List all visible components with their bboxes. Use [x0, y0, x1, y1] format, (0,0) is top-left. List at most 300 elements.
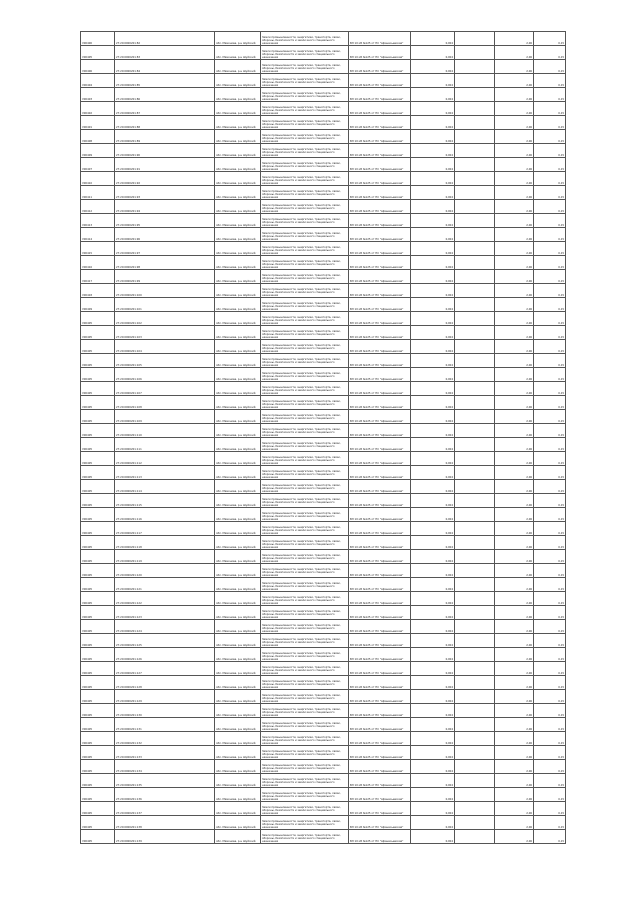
location: обл. Мамонова, р-н Шуйский: [215, 326, 261, 340]
area-value: 0,004: [411, 102, 455, 116]
rate-value: 2,06: [495, 620, 534, 634]
location: обл. Мамонова, р-н Шуйский: [215, 564, 261, 578]
sum-value: 0,15: [534, 438, 566, 452]
sum-value: 0,15: [534, 830, 566, 844]
empty-cell: [455, 690, 495, 704]
empty-cell: [455, 186, 495, 200]
area-value: 0,004: [411, 424, 455, 438]
empty-cell: [455, 550, 495, 564]
location: обл. Мамонова, р-н Шуйский: [215, 648, 261, 662]
rate-value: 2,06: [495, 508, 534, 522]
land-category: Земли промышленности, энергетики, транспорта, связи, обороны, безопасности и земли иного специального назначения: [261, 704, 349, 718]
area-value: 0,004: [411, 298, 455, 312]
permitted-use: ВЛ 10 кВ №125 от ПС "Афанасьевская": [349, 648, 411, 662]
permitted-use: ВЛ 10 кВ №125 от ПС "Афанасьевская": [349, 130, 411, 144]
permitted-use: ВЛ 10 кВ №125 от ПС "Афанасьевская": [349, 662, 411, 676]
area-value: 0,004: [411, 130, 455, 144]
cadastral-number: 27:20:0000201:89: [115, 130, 215, 144]
table-row: [81, 718, 566, 732]
record-number: V00405: [81, 704, 115, 718]
empty-cell: [455, 116, 495, 130]
rate-value: 2,06: [495, 662, 534, 676]
record-number: V00411: [81, 186, 115, 200]
register-sheet: [80, 31, 565, 844]
permitted-use: ВЛ 10 кВ №125 от ПС "Афанасьевская": [349, 746, 411, 760]
land-category: Земли промышленности, энергетики, транспорта, связи, обороны, безопасности и земли иного специального назначения: [261, 494, 349, 508]
location: обл. Мамонова, р-н Шуйский: [215, 214, 261, 228]
land-category: Земли промышленности, энергетики, транспорта, связи, обороны, безопасности и земли иного специального назначения: [261, 60, 349, 74]
permitted-use: ВЛ 10 кВ №125 от ПС "Афанасьевская": [349, 32, 411, 46]
record-number: V00405: [81, 816, 115, 830]
table-row: [81, 382, 566, 396]
cadastral-number: 27:20:0000201:131: [115, 718, 215, 732]
empty-cell: [455, 760, 495, 774]
location: обл. Мамонова, р-н Шуйский: [215, 382, 261, 396]
permitted-use: ВЛ 10 кВ №125 от ПС "Афанасьевская": [349, 60, 411, 74]
cadastral-number: 27:20:0000201:112: [115, 452, 215, 466]
land-category: Земли промышленности, энергетики, транспорта, связи, обороны, безопасности и земли иного специального назначения: [261, 102, 349, 116]
record-number: V00405: [81, 508, 115, 522]
rate-value: 2,06: [495, 32, 534, 46]
area-value: 0,004: [411, 494, 455, 508]
record-number: V00416: [81, 256, 115, 270]
land-category: Земли промышленности, энергетики, транспорта, связи, обороны, безопасности и земли иного специального назначения: [261, 46, 349, 60]
permitted-use: ВЛ 10 кВ №125 от ПС "Афанасьевская": [349, 718, 411, 732]
sum-value: 0,15: [534, 242, 566, 256]
permitted-use: ВЛ 10 кВ №125 от ПС "Афанасьевская": [349, 382, 411, 396]
sum-value: 0,15: [534, 186, 566, 200]
cadastral-number: 27:20:0000201:104: [115, 340, 215, 354]
rate-value: 2,06: [495, 760, 534, 774]
land-category: Земли промышленности, энергетики, транспорта, связи, обороны, безопасности и земли иного специального назначения: [261, 144, 349, 158]
land-category: Земли промышленности, энергетики, транспорта, связи, обороны, безопасности и земли иного специального назначения: [261, 718, 349, 732]
table-row: [81, 676, 566, 690]
land-category: Земли промышленности, энергетики, транспорта, связи, обороны, безопасности и земли иного специального назначения: [261, 606, 349, 620]
cadastral-number: 27:20:0000201:85: [115, 74, 215, 88]
location: обл. Мамонова, р-н Шуйский: [215, 536, 261, 550]
rate-value: 2,06: [495, 172, 534, 186]
table-row: [81, 830, 566, 844]
permitted-use: ВЛ 10 кВ №125 от ПС "Афанасьевская": [349, 256, 411, 270]
area-value: 0,004: [411, 578, 455, 592]
record-number: V00405: [81, 620, 115, 634]
cadastral-number: 27:20:0000201:137: [115, 802, 215, 816]
record-number: V00405: [81, 494, 115, 508]
location: обл. Мамонова, р-н Шуйский: [215, 676, 261, 690]
record-number: V00405: [81, 578, 115, 592]
table-row: [81, 690, 566, 704]
land-category: Земли промышленности, энергетики, транспорта, связи, обороны, безопасности и земли иного специального назначения: [261, 396, 349, 410]
cadastral-number: 27:20:0000201:117: [115, 522, 215, 536]
land-category: Земли промышленности, энергетики, транспорта, связи, обороны, безопасности и земли иного специального назначения: [261, 746, 349, 760]
table-row: [81, 732, 566, 746]
permitted-use: ВЛ 10 кВ №125 от ПС "Афанасьевская": [349, 788, 411, 802]
area-value: 0,004: [411, 620, 455, 634]
cadastral-number: 27:20:0000201:130: [115, 704, 215, 718]
area-value: 0,004: [411, 200, 455, 214]
sum-value: 0,15: [534, 424, 566, 438]
location: обл. Мамонова, р-н Шуйский: [215, 172, 261, 186]
cadastral-number: 27:20:0000201:138: [115, 816, 215, 830]
table-row: [81, 704, 566, 718]
table-row: [81, 340, 566, 354]
table-row: [81, 662, 566, 676]
sum-value: 0,15: [534, 116, 566, 130]
permitted-use: ВЛ 10 кВ №125 от ПС "Афанасьевская": [349, 368, 411, 382]
land-category: Земли промышленности, энергетики, транспорта, связи, обороны, безопасности и земли иного специального назначения: [261, 466, 349, 480]
permitted-use: ВЛ 10 кВ №125 от ПС "Афанасьевская": [349, 158, 411, 172]
permitted-use: ВЛ 10 кВ №125 от ПС "Афанасьевская": [349, 284, 411, 298]
location: обл. Мамонова, р-н Шуйский: [215, 130, 261, 144]
land-category: Земли промышленности, энергетики, транспорта, связи, обороны, безопасности и земли иного специального назначения: [261, 298, 349, 312]
permitted-use: ВЛ 10 кВ №125 от ПС "Афанасьевская": [349, 298, 411, 312]
location: обл. Мамонова, р-н Шуйский: [215, 144, 261, 158]
location: обл. Мамонова, р-н Шуйский: [215, 466, 261, 480]
sum-value: 0,15: [534, 74, 566, 88]
record-number: V00405: [81, 606, 115, 620]
location: обл. Мамонова, р-н Шуйский: [215, 508, 261, 522]
table-row: [81, 494, 566, 508]
location: обл. Мамонова, р-н Шуйский: [215, 830, 261, 844]
land-category: Земли промышленности, энергетики, транспорта, связи, обороны, безопасности и земли иного специального назначения: [261, 760, 349, 774]
area-value: 0,004: [411, 88, 455, 102]
rate-value: 2,06: [495, 396, 534, 410]
location: обл. Мамонова, р-н Шуйский: [215, 620, 261, 634]
sum-value: 0,15: [534, 452, 566, 466]
permitted-use: ВЛ 10 кВ №125 от ПС "Афанасьевская": [349, 214, 411, 228]
location: обл. Мамонова, р-н Шуйский: [215, 284, 261, 298]
land-category: Земли промышленности, энергетики, транспорта, связи, обороны, безопасности и земли иного специального назначения: [261, 368, 349, 382]
rate-value: 2,06: [495, 830, 534, 844]
cadastral-number: 27:20:0000201:88: [115, 116, 215, 130]
record-number: V00409: [81, 298, 115, 312]
land-category: Земли промышленности, энергетики, транспорта, связи, обороны, безопасности и земли иного специального назначения: [261, 284, 349, 298]
table-row: [81, 606, 566, 620]
rate-value: 2,06: [495, 648, 534, 662]
sum-value: 0,15: [534, 102, 566, 116]
table-row: [81, 298, 566, 312]
location: обл. Мамонова, р-н Шуйский: [215, 424, 261, 438]
rate-value: 2,06: [495, 732, 534, 746]
rate-value: 2,06: [495, 522, 534, 536]
table-row: [81, 536, 566, 550]
permitted-use: ВЛ 10 кВ №125 от ПС "Афанасьевская": [349, 116, 411, 130]
cadastral-number: 27:20:0000201:139: [115, 830, 215, 844]
location: обл. Мамонова, р-н Шуйский: [215, 438, 261, 452]
record-number: V00407: [81, 158, 115, 172]
sum-value: 0,15: [534, 564, 566, 578]
cadastral-number: 27:20:0000201:121: [115, 578, 215, 592]
sum-value: 0,15: [534, 46, 566, 60]
permitted-use: ВЛ 10 кВ №125 от ПС "Афанасьевская": [349, 200, 411, 214]
sum-value: 0,15: [534, 508, 566, 522]
rate-value: 2,06: [495, 298, 534, 312]
empty-cell: [455, 648, 495, 662]
land-category: Земли промышленности, энергетики, транспорта, связи, обороны, безопасности и земли иного специального назначения: [261, 158, 349, 172]
permitted-use: ВЛ 10 кВ №125 от ПС "Афанасьевская": [349, 270, 411, 284]
rate-value: 2,06: [495, 228, 534, 242]
empty-cell: [455, 270, 495, 284]
area-value: 0,004: [411, 760, 455, 774]
empty-cell: [455, 144, 495, 158]
table-row: [81, 746, 566, 760]
area-value: 0,004: [411, 718, 455, 732]
empty-cell: [455, 634, 495, 648]
sum-value: 0,15: [534, 802, 566, 816]
location: обл. Мамонова, р-н Шуйский: [215, 354, 261, 368]
table-row: [81, 578, 566, 592]
location: обл. Мамонова, р-н Шуйский: [215, 704, 261, 718]
area-value: 0,004: [411, 228, 455, 242]
sum-value: 0,15: [534, 130, 566, 144]
area-value: 0,004: [411, 606, 455, 620]
empty-cell: [455, 228, 495, 242]
location: обл. Мамонова, р-н Шуйский: [215, 200, 261, 214]
record-number: V00405: [81, 368, 115, 382]
area-value: 0,004: [411, 256, 455, 270]
permitted-use: ВЛ 10 кВ №125 от ПС "Афанасьевская": [349, 536, 411, 550]
location: обл. Мамонова, р-н Шуйский: [215, 410, 261, 424]
record-number: V00405: [81, 466, 115, 480]
cadastral-number: 27:20:0000201:129: [115, 690, 215, 704]
table-row: [81, 620, 566, 634]
empty-cell: [455, 74, 495, 88]
sum-value: 0,15: [534, 312, 566, 326]
empty-cell: [455, 410, 495, 424]
land-category: Земли промышленности, энергетики, транспорта, связи, обороны, безопасности и земли иного специального назначения: [261, 564, 349, 578]
permitted-use: ВЛ 10 кВ №125 от ПС "Афанасьевская": [349, 774, 411, 788]
land-category: Земли промышленности, энергетики, транспорта, связи, обороны, безопасности и земли иного специального назначения: [261, 214, 349, 228]
location: обл. Мамонова, р-н Шуйский: [215, 634, 261, 648]
land-category: Земли промышленности, энергетики, транспорта, связи, обороны, безопасности и земли иного специального назначения: [261, 816, 349, 830]
record-number: V00405: [81, 410, 115, 424]
rate-value: 2,06: [495, 704, 534, 718]
cadastral-number: 27:20:0000201:100: [115, 284, 215, 298]
record-number: V00405: [81, 662, 115, 676]
record-number: V00401: [81, 116, 115, 130]
permitted-use: ВЛ 10 кВ №125 от ПС "Афанасьевская": [349, 74, 411, 88]
cadastral-number: 27:20:0000201:135: [115, 774, 215, 788]
cadastral-number: 27:20:0000201:99: [115, 270, 215, 284]
cadastral-number: 27:20:0000201:108: [115, 396, 215, 410]
land-category: Земли промышленности, энергетики, транспорта, связи, обороны, безопасности и земли иного специального назначения: [261, 88, 349, 102]
land-category: Земли промышленности, энергетики, транспорта, связи, обороны, безопасности и земли иного специального назначения: [261, 242, 349, 256]
record-number: V00405: [81, 718, 115, 732]
rate-value: 2,06: [495, 536, 534, 550]
record-number: V00417: [81, 270, 115, 284]
land-category: Земли промышленности, энергетики, транспорта, связи, обороны, безопасности и земли иного специального назначения: [261, 676, 349, 690]
empty-cell: [455, 494, 495, 508]
area-value: 0,004: [411, 410, 455, 424]
location: обл. Мамонова, р-н Шуйский: [215, 242, 261, 256]
table-row: [81, 46, 566, 60]
rate-value: 2,06: [495, 242, 534, 256]
table-row: [81, 438, 566, 452]
record-number: V00405: [81, 746, 115, 760]
cadastral-number: 27:20:0000201:114: [115, 480, 215, 494]
location: обл. Мамонова, р-н Шуйский: [215, 606, 261, 620]
location: обл. Мамонова, р-н Шуйский: [215, 32, 261, 46]
area-value: 0,004: [411, 74, 455, 88]
record-number: V00412: [81, 200, 115, 214]
empty-cell: [455, 32, 495, 46]
rate-value: 2,06: [495, 788, 534, 802]
permitted-use: ВЛ 10 кВ №125 от ПС "Афанасьевская": [349, 620, 411, 634]
area-value: 0,004: [411, 242, 455, 256]
cadastral-number: 27:20:0000201:94: [115, 200, 215, 214]
sum-value: 0,15: [534, 354, 566, 368]
area-value: 0,004: [411, 480, 455, 494]
cadastral-number: 27:20:0000201:133: [115, 746, 215, 760]
rate-value: 2,06: [495, 452, 534, 466]
land-category: Земли промышленности, энергетики, транспорта, связи, обороны, безопасности и земли иного специального назначения: [261, 438, 349, 452]
empty-cell: [455, 284, 495, 298]
rate-value: 2,06: [495, 438, 534, 452]
sum-value: 0,15: [534, 228, 566, 242]
location: обл. Мамонова, р-н Шуйский: [215, 312, 261, 326]
land-category: Земли промышленности, энергетики, транспорта, связи, обороны, безопасности и земли иного специального назначения: [261, 186, 349, 200]
record-number: V00405: [81, 396, 115, 410]
cadastral-number: 27:20:0000201:125: [115, 634, 215, 648]
permitted-use: ВЛ 10 кВ №125 от ПС "Афанасьевская": [349, 46, 411, 60]
cadastral-number: 27:20:0000201:92: [115, 172, 215, 186]
area-value: 0,004: [411, 634, 455, 648]
sum-value: 0,15: [534, 732, 566, 746]
permitted-use: ВЛ 10 кВ №125 от ПС "Афанасьевская": [349, 830, 411, 844]
cadastral-number: 27:20:0000201:120: [115, 564, 215, 578]
location: обл. Мамонова, р-н Шуйский: [215, 662, 261, 676]
empty-cell: [455, 396, 495, 410]
record-number: V00405: [81, 564, 115, 578]
record-number: V00405: [81, 760, 115, 774]
rate-value: 2,06: [495, 480, 534, 494]
location: обл. Мамонова, р-н Шуйский: [215, 718, 261, 732]
record-number: V00405: [81, 690, 115, 704]
empty-cell: [455, 424, 495, 438]
area-value: 0,004: [411, 830, 455, 844]
empty-cell: [455, 200, 495, 214]
area-value: 0,004: [411, 508, 455, 522]
table-row: [81, 760, 566, 774]
cadastral-number: 27:20:0000201:116: [115, 508, 215, 522]
sum-value: 0,15: [534, 536, 566, 550]
location: обл. Мамонова, р-н Шуйский: [215, 760, 261, 774]
permitted-use: ВЛ 10 кВ №125 от ПС "Афанасьевская": [349, 354, 411, 368]
record-number: V00405: [81, 452, 115, 466]
record-number: V00402: [81, 102, 115, 116]
table-row: [81, 396, 566, 410]
land-category: Земли промышленности, энергетики, транспорта, связи, обороны, безопасности и земли иного специального назначения: [261, 74, 349, 88]
record-number: V00405: [81, 774, 115, 788]
empty-cell: [455, 256, 495, 270]
sum-value: 0,15: [534, 760, 566, 774]
sum-value: 0,15: [534, 396, 566, 410]
area-value: 0,004: [411, 382, 455, 396]
area-value: 0,004: [411, 144, 455, 158]
table-row: [81, 74, 566, 88]
empty-cell: [455, 326, 495, 340]
rate-value: 2,06: [495, 578, 534, 592]
sum-value: 0,15: [534, 326, 566, 340]
sum-value: 0,15: [534, 172, 566, 186]
area-value: 0,004: [411, 326, 455, 340]
permitted-use: ВЛ 10 кВ №125 от ПС "Афанасьевская": [349, 732, 411, 746]
rate-value: 2,06: [495, 494, 534, 508]
land-category: Земли промышленности, энергетики, транспорта, связи, обороны, безопасности и земли иного специального назначения: [261, 172, 349, 186]
record-number: V00405: [81, 732, 115, 746]
sum-value: 0,15: [534, 746, 566, 760]
empty-cell: [455, 60, 495, 74]
sum-value: 0,15: [534, 774, 566, 788]
empty-cell: [455, 522, 495, 536]
area-value: 0,004: [411, 550, 455, 564]
cadastral-number: 27:20:0000201:91: [115, 158, 215, 172]
land-category: Земли промышленности, энергетики, транспорта, связи, обороны, безопасности и земли иного специального назначения: [261, 578, 349, 592]
permitted-use: ВЛ 10 кВ №125 от ПС "Афанасьевская": [349, 172, 411, 186]
empty-cell: [455, 102, 495, 116]
cadastral-number: 27:20:0000201:103: [115, 326, 215, 340]
land-category: Земли промышленности, энергетики, транспорта, связи, обороны, безопасности и земли иного специального назначения: [261, 32, 349, 46]
sum-value: 0,15: [534, 522, 566, 536]
permitted-use: ВЛ 10 кВ №125 от ПС "Афанасьевская": [349, 466, 411, 480]
table-row: [81, 424, 566, 438]
table-row: [81, 354, 566, 368]
table-row: [81, 158, 566, 172]
empty-cell: [455, 508, 495, 522]
land-category: Земли промышленности, энергетики, транспорта, связи, обороны, безопасности и земли иного специального назначения: [261, 480, 349, 494]
sum-value: 0,15: [534, 634, 566, 648]
location: обл. Мамонова, р-н Шуйский: [215, 116, 261, 130]
land-category: Земли промышленности, энергетики, транспорта, связи, обороны, безопасности и земли иного специального назначения: [261, 256, 349, 270]
empty-cell: [455, 732, 495, 746]
permitted-use: ВЛ 10 кВ №125 от ПС "Афанасьевская": [349, 676, 411, 690]
land-category: Земли промышленности, энергетики, транспорта, связи, обороны, безопасности и земли иного специального назначения: [261, 634, 349, 648]
land-category: Земли промышленности, энергетики, транспорта, связи, обороны, безопасности и земли иного специального назначения: [261, 326, 349, 340]
location: обл. Мамонова, р-н Шуйский: [215, 550, 261, 564]
rate-value: 2,06: [495, 158, 534, 172]
cadastral-number: 27:20:0000201:119: [115, 550, 215, 564]
empty-cell: [455, 480, 495, 494]
land-category: Земли промышленности, энергетики, транспорта, связи, обороны, безопасности и земли иного специального назначения: [261, 774, 349, 788]
record-number: V00405: [81, 802, 115, 816]
table-row: [81, 410, 566, 424]
permitted-use: ВЛ 10 кВ №125 от ПС "Афанасьевская": [349, 480, 411, 494]
table-row: [81, 130, 566, 144]
permitted-use: ВЛ 10 кВ №125 от ПС "Афанасьевская": [349, 438, 411, 452]
location: обл. Мамонова, р-н Шуйский: [215, 788, 261, 802]
land-category: Земли промышленности, энергетики, транспорта, связи, обороны, безопасности и земли иного специального назначения: [261, 536, 349, 550]
location: обл. Мамонова, р-н Шуйский: [215, 802, 261, 816]
sum-value: 0,15: [534, 144, 566, 158]
empty-cell: [455, 536, 495, 550]
area-value: 0,004: [411, 452, 455, 466]
sum-value: 0,15: [534, 480, 566, 494]
sum-value: 0,15: [534, 606, 566, 620]
land-category: Земли промышленности, энергетики, транспорта, связи, обороны, безопасности и земли иного специального назначения: [261, 354, 349, 368]
land-category: Земли промышленности, энергетики, транспорта, связи, обороны, безопасности и земли иного специального назначения: [261, 508, 349, 522]
cadastral-number: 27:20:0000201:132: [115, 732, 215, 746]
record-number: V00405: [81, 424, 115, 438]
land-category: Земли промышленности, энергетики, транспорта, связи, обороны, безопасности и земли иного специального назначения: [261, 690, 349, 704]
area-value: 0,004: [411, 676, 455, 690]
rate-value: 2,06: [495, 46, 534, 60]
sum-value: 0,15: [534, 256, 566, 270]
area-value: 0,004: [411, 816, 455, 830]
cadastral-number: 27:20:0000201:107: [115, 382, 215, 396]
rate-value: 2,06: [495, 564, 534, 578]
area-value: 0,004: [411, 662, 455, 676]
permitted-use: ВЛ 10 кВ №125 от ПС "Афанасьевская": [349, 340, 411, 354]
